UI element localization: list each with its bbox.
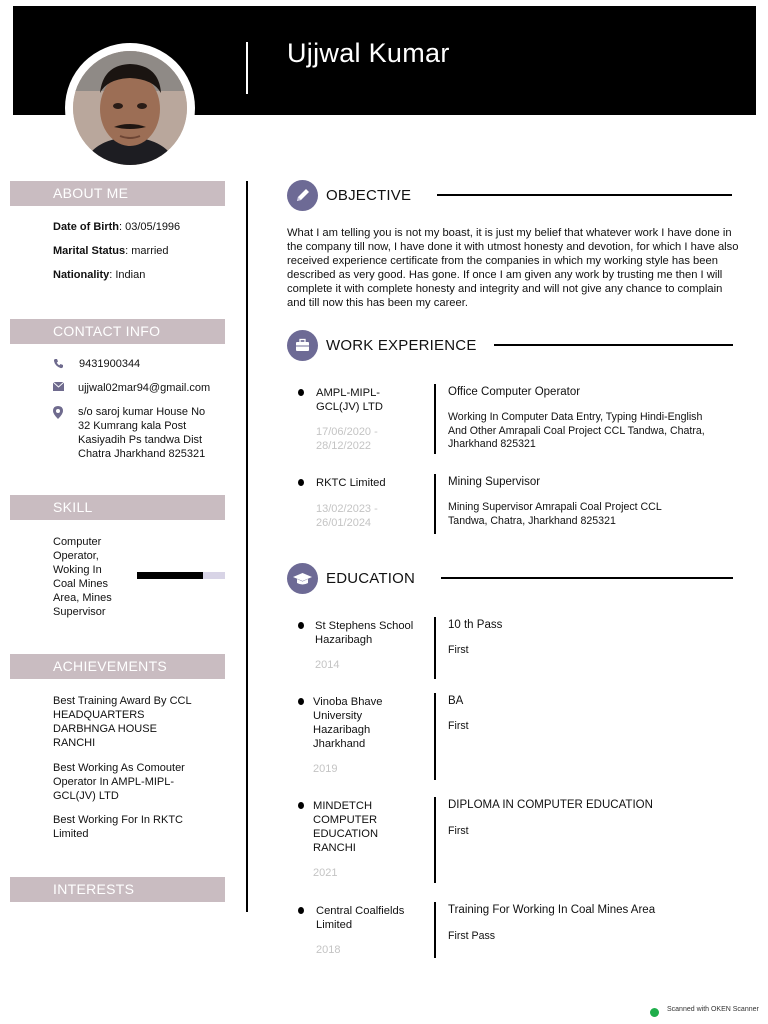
nationality-line — [53, 269, 145, 281]
education-year: 2014 — [315, 659, 340, 671]
education-degree: BA — [448, 695, 464, 707]
profile-photo — [73, 51, 187, 165]
marital-status-line — [53, 245, 169, 257]
nationality-value: : Indian — [109, 269, 146, 281]
education-grade: First — [448, 720, 469, 732]
postal-address: s/o saroj kumar House No 32 Kumrang kala Post Kasiyadih Ps tandwa Dist Chatra Jharkhand 825321 — [78, 406, 206, 460]
skill-level-track — [137, 572, 225, 579]
education-entry-rule — [434, 617, 436, 679]
education-bullet — [298, 622, 304, 629]
phone-icon — [52, 358, 64, 370]
education-bullet — [298, 802, 304, 809]
column-divider — [246, 181, 248, 912]
objective-heading: OBJECTIVE — [326, 187, 412, 204]
skill-level-fill — [137, 572, 203, 579]
objective-text: What I am telling you is not my boast, it is just my belief that whatever work I have done in the company till now, I have done it with utmost honesty and devotion, for which I have also received experience certificate from the companies in which my working style has been described as very good. Has gone. If once I am given any work by trusting me then I will complete it with complete honesty and integrity and will not give any chance to complain and till now this has been my career. — [287, 227, 739, 309]
education-grade: First Pass — [448, 930, 496, 942]
candidate-name: Ujjwal Kumar — [287, 38, 450, 68]
work-entry-rule — [434, 384, 436, 454]
graduation-cap-icon — [287, 563, 318, 594]
achievements-heading: ACHIEVEMENTS — [10, 654, 225, 679]
education-school: St Stephens School Hazaribagh — [315, 620, 414, 646]
education-entry-rule — [434, 693, 436, 780]
education-year: 2021 — [313, 867, 338, 879]
marital-value: : married — [125, 245, 169, 257]
work-dates: 17/06/2020 - 28/12/2022 — [316, 426, 378, 452]
dob-label: Date of Birth — [53, 221, 119, 233]
work-description: Working In Computer Data Entry, Typing Hindi-English And Other Amrapali Coal Project CCL Tandwa, Chatra, Jharkhand 825321 — [448, 411, 705, 450]
education-entry-rule — [434, 797, 436, 883]
email-address: ujjwal02mar94@gmail.com — [78, 382, 211, 394]
work-entry-rule — [434, 474, 436, 534]
education-grade: First — [448, 825, 469, 837]
phone-number: 9431900344 — [79, 358, 141, 370]
education-school: Vinoba Bhave University Hazaribagh Jharkhand — [313, 696, 383, 750]
skill-heading: SKILL — [10, 495, 225, 520]
nationality-label: Nationality — [53, 269, 110, 281]
education-bullet — [298, 907, 304, 914]
achievement-item: Best Working As Comouter Operator In AMPL-MIPL- GCL(JV) LTD — [53, 762, 185, 802]
work-bullet — [298, 479, 304, 486]
dob-value: : 03/05/1996 — [119, 221, 181, 233]
work-company: RKTC Limited — [316, 477, 386, 489]
scanner-watermark: Scanned with OKEN Scanner — [667, 1006, 759, 1013]
contact-info-heading: CONTACT INFO — [10, 319, 225, 344]
education-degree: 10 th Pass — [448, 619, 503, 631]
education-rule — [441, 577, 733, 579]
marital-label: Marital Status — [53, 245, 126, 257]
work-experience-heading: WORK EXPERIENCE — [326, 337, 477, 354]
education-degree: DIPLOMA IN COMPUTER EDUCATION — [448, 799, 653, 811]
education-degree: Training For Working In Coal Mines Area — [448, 904, 656, 916]
briefcase-icon — [287, 330, 318, 361]
achievement-item: Best Working For In RKTC Limited — [53, 814, 183, 840]
about-me-heading: ABOUT ME — [10, 181, 225, 206]
education-year: 2018 — [316, 944, 341, 956]
work-role: Mining Supervisor — [448, 476, 541, 488]
objective-rule — [437, 194, 732, 196]
work-experience-rule — [494, 344, 733, 346]
work-role: Office Computer Operator — [448, 386, 581, 398]
portrait-illustration — [73, 51, 187, 165]
achievement-item: Best Training Award By CCL HEADQUARTERS DARBHNGA HOUSE RANCHI — [53, 695, 192, 749]
work-description: Mining Supervisor Amrapali Coal Project CCL Tandwa, Chatra, Jharkhand 825321 — [448, 501, 662, 527]
education-school: MINDETCH COMPUTER EDUCATION RANCHI — [313, 800, 379, 854]
education-year: 2019 — [313, 763, 338, 775]
header-divider — [246, 42, 248, 94]
education-bullet — [298, 698, 304, 705]
location-pin-icon — [52, 406, 64, 418]
scanner-logo-icon — [650, 1008, 659, 1017]
education-school: Central Coalfields Limited — [316, 905, 405, 931]
interests-heading: INTERESTS — [10, 877, 225, 902]
pencil-icon — [287, 180, 318, 211]
email-icon — [52, 382, 64, 394]
dob-line — [53, 221, 180, 233]
work-company: AMPL-MIPL- GCL(JV) LTD — [316, 387, 383, 413]
education-heading: EDUCATION — [326, 570, 416, 587]
skill-text: Computer Operator, Woking In Coal Mines Area, Mines Supervisor — [53, 536, 112, 618]
education-grade: First — [448, 644, 469, 656]
work-bullet — [298, 389, 304, 396]
work-dates: 13/02/2023 - 26/01/2024 — [316, 503, 378, 529]
education-entry-rule — [434, 902, 436, 958]
